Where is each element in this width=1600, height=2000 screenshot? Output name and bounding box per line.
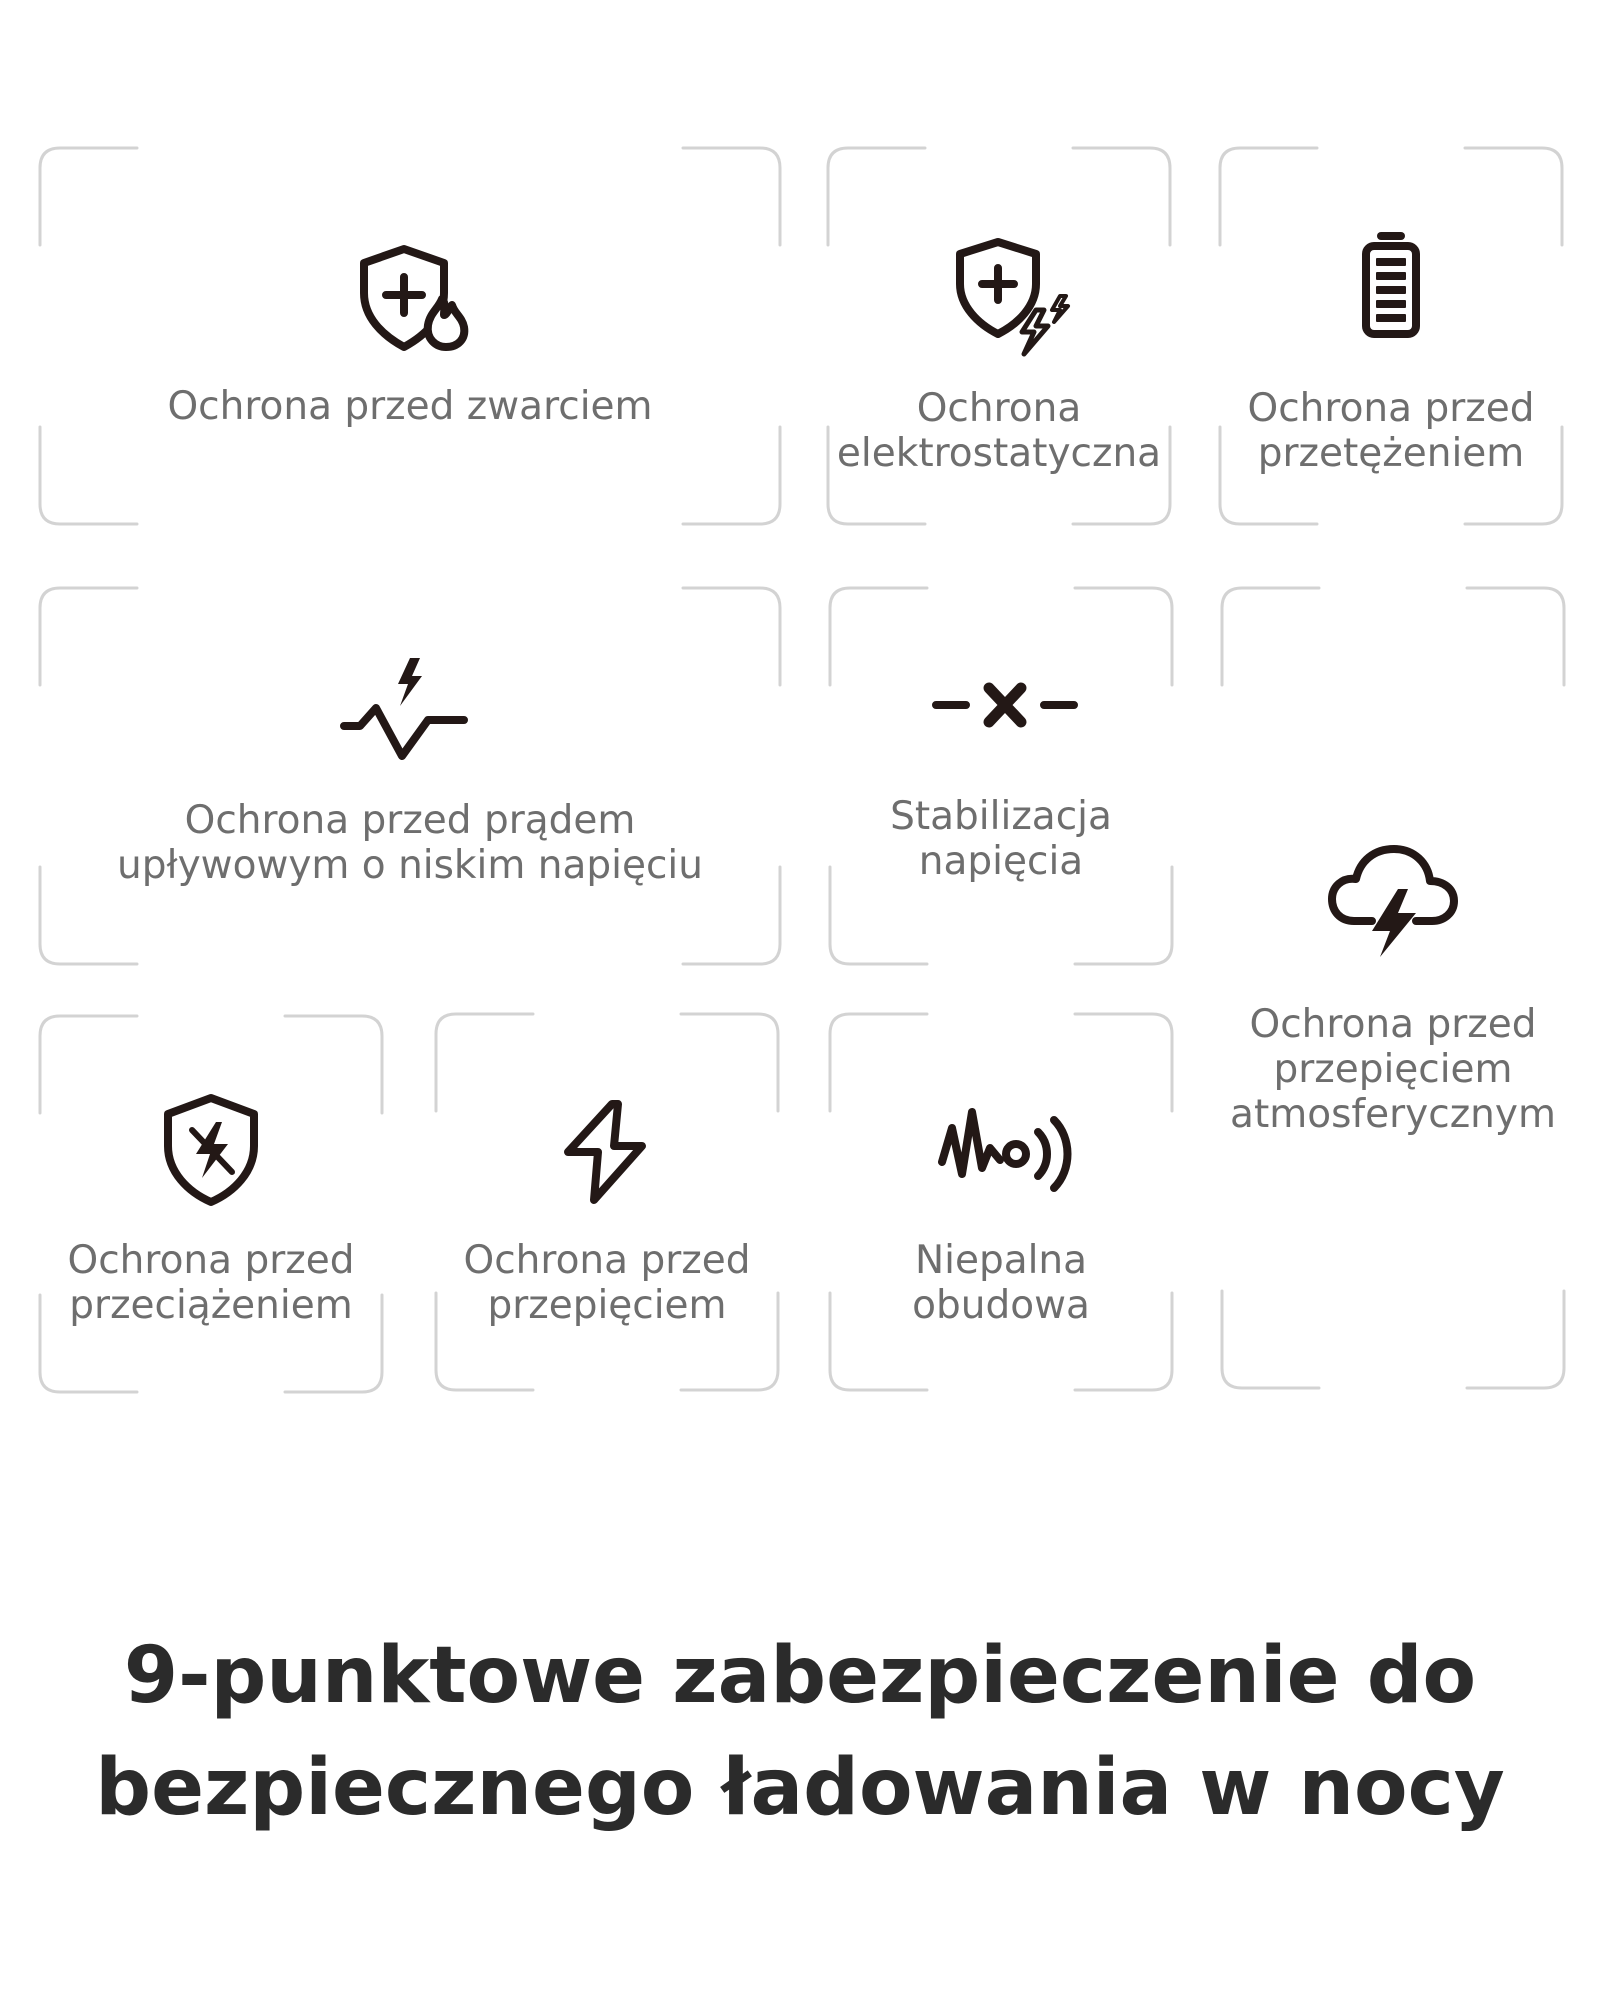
feature-card-leakage [40,588,780,964]
feature-card-overcurrent [1220,148,1562,524]
feature-card-fireproof [830,1014,1172,1390]
pulse-bolt-icon [338,654,472,764]
line-cross-icon [932,680,1078,730]
feature-card-lightning [1222,588,1564,1388]
feature-card-voltage [830,588,1172,964]
shield-static-icon [956,238,1076,358]
feature-label: Ochrona przed przepięciem atmosferycznym [1230,1002,1556,1137]
feature-card-electrostatic [828,148,1170,524]
feature-label: Ochrona przed przeciążeniem [67,1238,355,1328]
card-frame [40,588,780,964]
feature-card-short-circuit [40,148,780,524]
card-frame [1222,588,1564,1388]
feature-label: Niepalna obudowa [912,1238,1090,1328]
feature-label: Ochrona przed zwarciem [167,384,653,429]
cloud-bolt-icon [1328,843,1458,959]
feature-label: Ochrona przed przepięciem [463,1238,751,1328]
feature-card-overload [40,1016,382,1392]
card-frame [830,1014,1172,1390]
shield-no-bolt-icon [160,1092,262,1208]
wave-signal-icon [938,1102,1078,1202]
shield-fire-icon [360,243,470,353]
feature-label: Ochrona elektrostatyczna [836,386,1162,476]
card-frame [830,588,1172,964]
bolt-icon [558,1098,654,1206]
page-headline: 9-punktowe zabezpieczenie do bezpiecznego ładowania w nocy [95,1631,1505,1833]
battery-icon [1361,232,1421,338]
feature-label: Ochrona przed przetężeniem [1247,386,1535,476]
feature-card-overvoltage [436,1014,778,1390]
feature-label: Ochrona przed prądem upływowym o niskim napięciu [117,798,703,888]
feature-label: Stabilizacja napięcia [890,794,1112,884]
